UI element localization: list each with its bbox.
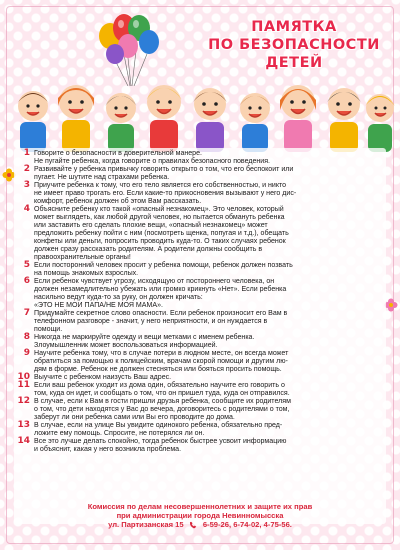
balloons-illustration xyxy=(92,6,162,86)
rule-text-line: том, куда он идет, и сообщать о том, что он пришел туда, куда он отправился. xyxy=(34,390,290,397)
rule-item xyxy=(23,164,384,182)
child-7 xyxy=(280,85,316,152)
footer-address: ул. Партизанская 15 xyxy=(108,520,184,529)
rule-text-line: помощи. xyxy=(34,326,63,333)
safety-rules-list xyxy=(17,148,384,454)
rule-text-line: конфеты или деньги, попросить проводить куда-то. О таких случаях ребенок xyxy=(34,238,286,245)
rule-text-line: пугает. Не шутите над страхами ребенка. xyxy=(34,174,170,181)
rule-item xyxy=(23,204,384,262)
rule-number: 14 xyxy=(17,436,30,446)
rule-number: 3 xyxy=(23,180,30,190)
child-6 xyxy=(239,93,271,152)
rule-text-line: или заставить его сделать плохие вещи, «опасный незнакомец» может xyxy=(34,222,268,229)
rule-item xyxy=(23,348,384,374)
rule-text-line: ложите ему помощь. Спросите, не потерялся ли он. xyxy=(34,430,205,437)
flower-decoration-right xyxy=(384,298,398,312)
rule-text-line: Придумайте секретное слово опасности. Если ребенок произносит его Вам в xyxy=(34,310,288,317)
rule-text-line: Приучите ребенка к тому, что его тело является его собственностью, и никто xyxy=(34,182,287,189)
phone-icon xyxy=(189,521,198,529)
title-line-3: ДЕТЕЙ xyxy=(265,55,323,71)
rule-text-line: В случае, если на улице Вы увидите одинокого ребенка, обязательно пред- xyxy=(34,422,283,429)
rule-text-line: на помощь знакомых взрослых. xyxy=(34,270,139,277)
title-line-2: ПО БЕЗОПАСНОСТИ xyxy=(208,37,380,53)
rule-text-line: Если посторонний человек просит у ребенка помощи, ребенок должен позвать xyxy=(34,262,293,269)
rule-text-line: Если ребенок чувствует угрозу, исходящую от постороннего человека, он xyxy=(34,278,275,285)
rule-item xyxy=(23,308,384,334)
footer-commission: Комиссия по делам несовершеннолетних и защите их прав xyxy=(87,502,313,511)
rule-text-line: Никогда не маркируйте одежду и вещи метками с именем ребенка. xyxy=(34,334,255,341)
rule-number: 9 xyxy=(23,348,30,358)
rule-number: 6 xyxy=(23,276,30,286)
rule-number: 1 xyxy=(23,148,30,158)
rule-text-line: комфорт, ребенок должен об этом Вам рассказать. xyxy=(34,198,202,205)
rule-item xyxy=(17,436,384,454)
rule-text-line: Выучите с ребенком наизусть Ваш адрес. xyxy=(34,374,172,381)
rule-text-line: Объясните ребенку кто такой «опасный незнакомец». Это человек, который xyxy=(34,206,284,213)
rule-text-line: может выглядеть, как любой другой человек, но пытается обмануть ребенка xyxy=(34,214,285,221)
rule-number: 13 xyxy=(17,420,30,430)
rule-text-line: правоохранительные органы! xyxy=(34,254,131,261)
children-illustration xyxy=(10,76,396,152)
rule-text-line: Научите ребенка тому, что в случае потери в людном месте, он всегда может xyxy=(34,350,289,357)
rule-text-line: обратиться за помощью к полицейским, врачам скорой помощи и другим лю- xyxy=(34,358,288,365)
rule-text-line: Развивайте у ребенка привычку говорить открыто о том, что его беспокоит или xyxy=(34,166,294,173)
child-2 xyxy=(58,85,94,152)
child-3 xyxy=(105,93,137,152)
child-5 xyxy=(193,88,227,152)
child-8 xyxy=(327,88,361,152)
rule-number: 5 xyxy=(23,260,30,270)
rule-number: 12 xyxy=(17,396,30,406)
rule-number: 4 xyxy=(23,204,30,214)
rule-number: 2 xyxy=(23,164,30,174)
page-title xyxy=(196,18,392,72)
title-line-1: ПАМЯТКА xyxy=(251,19,337,35)
child-1 xyxy=(18,91,48,152)
rule-number: 10 xyxy=(17,372,30,382)
rule-text-line: заберут ли они ребенка сами или Вы его проводите до дома. xyxy=(34,414,235,421)
rule-item xyxy=(23,332,384,350)
rule-item xyxy=(23,180,384,206)
rule-item xyxy=(23,260,384,278)
rule-text-line: должен сразу рассказать родителям. А родители должны сообщить в xyxy=(34,246,263,253)
child-4 xyxy=(146,85,182,152)
rule-text-line: Если ваш ребенок уходит из дома один, обязательно научите его говорить о xyxy=(34,382,285,389)
footer xyxy=(14,502,386,529)
rule-item xyxy=(17,372,384,382)
rule-item xyxy=(17,380,384,398)
rule-text-line: и объяснит, какая у него возникла проблема. xyxy=(34,446,182,453)
child-9 xyxy=(365,94,395,152)
rule-text-line: В случае, если к Вам в гости пришли друзья ребенка, сообщите их родителям xyxy=(34,398,291,405)
rule-item xyxy=(17,420,384,438)
rule-text-line: не имеет право трогать его. Если какие-то прикосновения вызывают у него дис- xyxy=(34,190,297,197)
rule-item xyxy=(23,276,384,310)
rule-text-line: предложить ребенку пойти с ним (посмотреть щенка, попугая и т.д.), обещать xyxy=(34,230,289,237)
rule-text-line: Не пугайте ребенка, когда говорите о правилах безопасного поведения. xyxy=(34,158,270,165)
footer-administration: при администрации города Невинномысска xyxy=(116,511,284,520)
rule-item xyxy=(23,148,384,166)
rule-text-line: «ЭТО НЕ МОИ ПАПА/НЕ МОЯ МАМА». xyxy=(34,302,163,309)
rule-text-line: Все это лучше делать спокойно, тогда ребенок быстрее усвоит информацию xyxy=(34,438,287,445)
rule-number: 7 xyxy=(23,308,30,318)
rule-text-line: должен незамедлительно убежать или громко крикнуть «Нет». Если ребенка xyxy=(34,286,287,293)
rule-text-line: телефонном разговоре - значит, у него неприятности, и он нуждается в xyxy=(34,318,268,325)
rule-number: 11 xyxy=(17,380,30,390)
rule-text-line: насильно ведут куда-то за руку, он должен кричать: xyxy=(34,294,203,301)
rule-item xyxy=(17,396,384,422)
header xyxy=(0,0,400,148)
footer-phones: 6-59-26, 6-74-02, 4-75-56. xyxy=(202,520,292,529)
rule-text-line: Злоумышленник может воспользоваться информацией. xyxy=(34,342,218,349)
rule-text-line: о том, что дети находятся у Вас до вечера, договоритесь с родителями о том, xyxy=(34,406,290,413)
rule-text-line: дям в форме. Ребенок не должен стесняться или бояться просить помощь. xyxy=(34,366,282,373)
rule-text-line: Говорите о безопасности в доверительной манере. xyxy=(34,150,202,157)
footer-contacts xyxy=(14,520,386,529)
rule-number: 8 xyxy=(23,332,30,342)
